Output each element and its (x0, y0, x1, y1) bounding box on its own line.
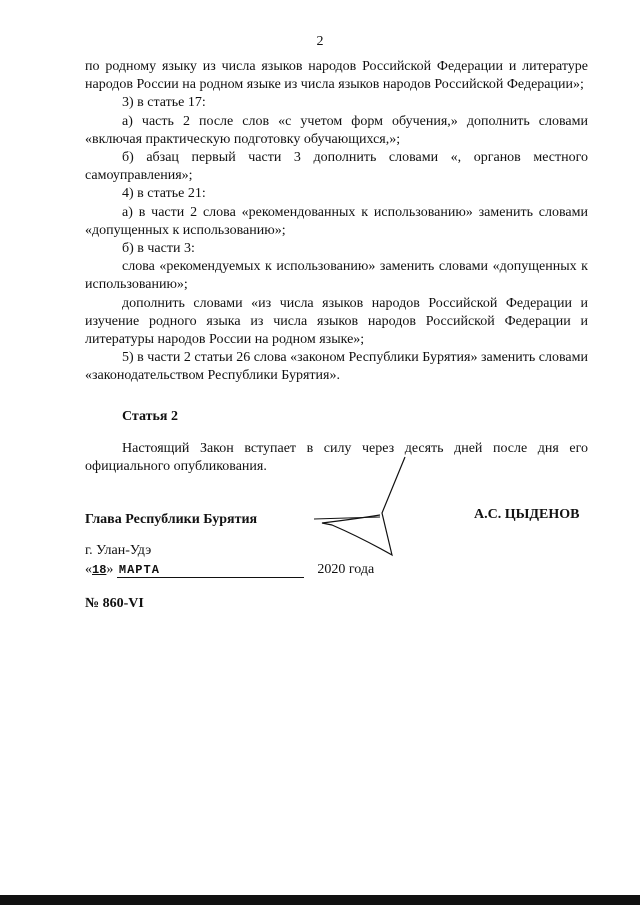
date-month: МАРТА (117, 563, 304, 578)
date-year: 2020 года (317, 562, 375, 577)
signatory-title: Глава Республики Бурятия (85, 512, 258, 527)
paragraph: а) часть 2 после слов «с учетом форм обучения,» дополнить словами «включая практическую подготовку обучающихся,»; (85, 113, 588, 147)
paragraph: б) в части 3: (122, 241, 195, 257)
paragraph: а) в части 2 слова «рекомендованных к использованию» заменить словами «допущенных к использованию»; (85, 204, 588, 238)
place-of-signing: г. Улан-Удэ (85, 543, 152, 558)
scan-border (0, 895, 640, 905)
amendments-text (85, 58, 588, 386)
paragraph: 3) в статье 17: (122, 95, 206, 111)
paragraph: по родному языку из числа языков народов Российской Федерации и литературе народов России на родном языке из числа языков народов Российской Федерации»; (85, 59, 588, 93)
date-open-quote: « (85, 562, 92, 577)
date-day: 18 (92, 563, 107, 577)
paragraph: б) абзац первый части 3 дополнить словами «, органов местного самоуправления»; (85, 150, 588, 184)
paragraph: 4) в статье 21: (122, 186, 206, 202)
paragraph: дополнить словами «из числа языков народов Российской Федерации и изучение родного языка из числа языков народов Российской Федерации и литературы народов России на родном языке»; (85, 295, 588, 348)
signatory-name: А.С. ЦЫДЕНОВ (474, 507, 580, 522)
date-close-quote: » (106, 562, 114, 577)
handwritten-signature (300, 455, 420, 565)
paragraph: 5) в части 2 статьи 26 слова «законом Республики Бурятия» заменить словами «законодательством Республики Бурятия». (85, 350, 588, 384)
article-2-heading: Статья 2 (122, 409, 178, 424)
article-2-body: Настоящий Закон вступает в силу через десять дней после дня его официального опубликования. (85, 441, 588, 475)
law-number: № 860-VI (85, 596, 144, 611)
page-number: 2 (316, 34, 324, 49)
paragraph: слова «рекомендуемых к использованию» заменить словами «допущенных к использованию»; (85, 259, 588, 293)
signing-date (85, 562, 374, 578)
